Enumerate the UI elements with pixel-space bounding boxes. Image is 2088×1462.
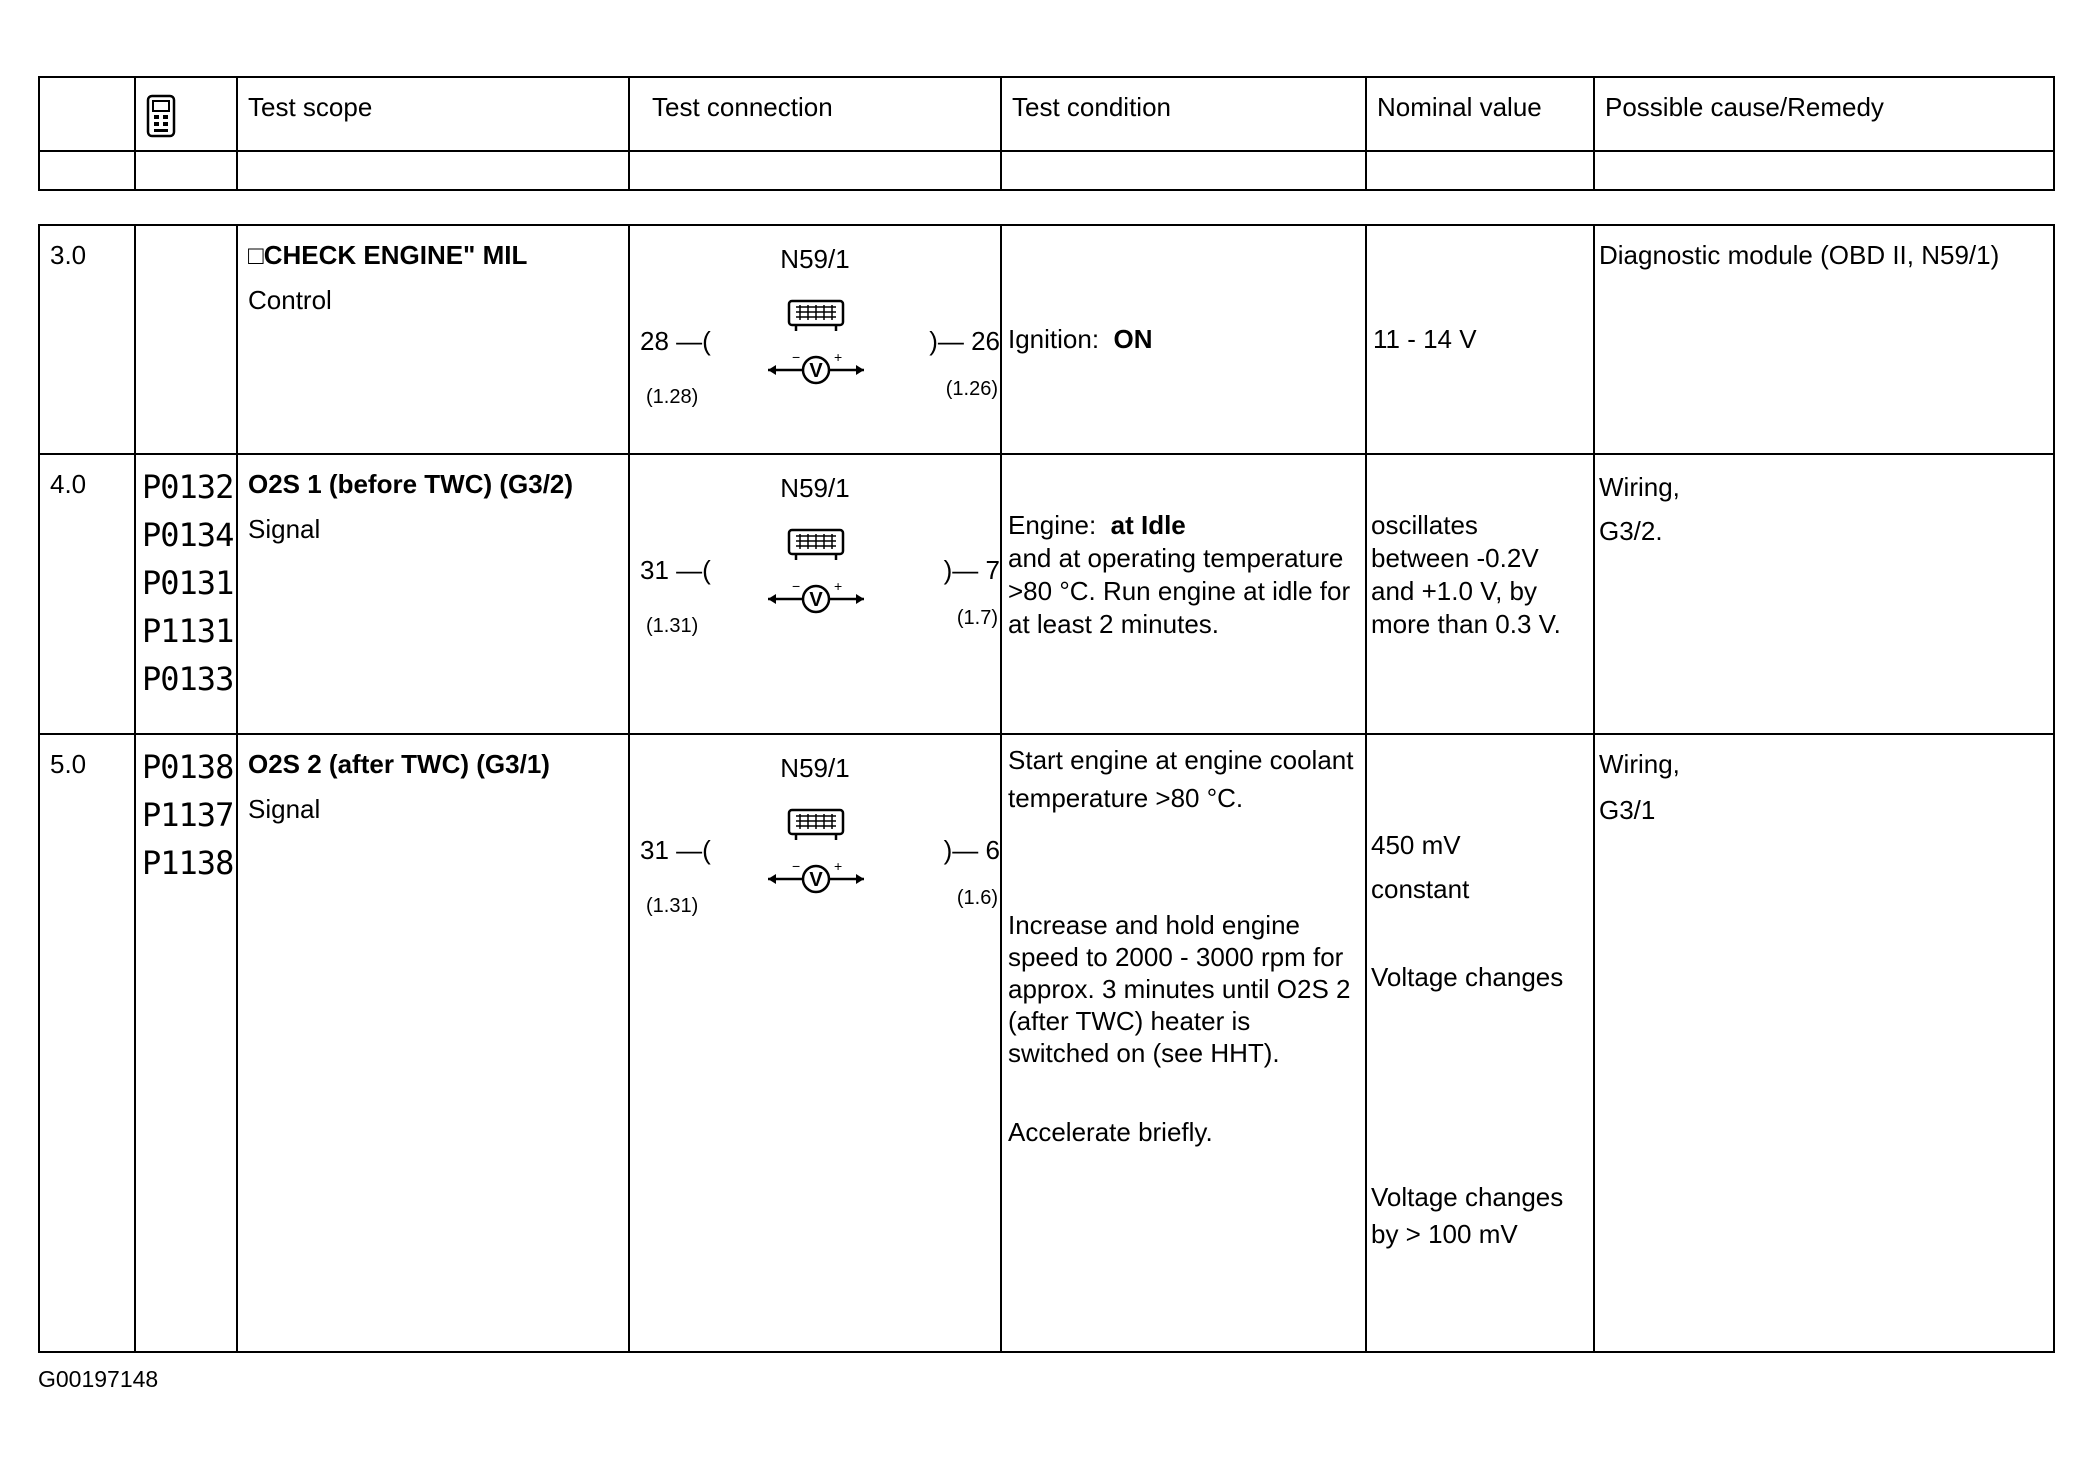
svg-text:V: V [809, 869, 823, 891]
test-table [38, 224, 2055, 1353]
nominal-value-1b: constant [1371, 874, 1470, 904]
right-pin [944, 835, 1000, 866]
connection-cell [629, 454, 1001, 734]
cause-line: G3/1 [1599, 795, 1656, 825]
fault-code: P0132 [142, 468, 234, 506]
header-possible-cause: Possible cause/Remedy [1594, 77, 2054, 151]
step-cell: 3.0 [39, 225, 135, 454]
svg-text:V: V [809, 360, 823, 382]
left-pin-sub: (1.31) [646, 615, 699, 637]
fault-code: P0138 [142, 748, 234, 786]
socket-right-icon: )— [943, 555, 986, 585]
header-test-scope: Test scope [237, 77, 629, 151]
step-cell: 4.0 [39, 454, 135, 734]
cause-cell: Diagnostic module (OBD II, N59/1) [1594, 225, 2054, 454]
cause-cell [1594, 454, 2054, 734]
scope-title: O2S 1 (before TWC) (G3/2) [248, 469, 574, 499]
cause-line: Wiring, [1599, 749, 1680, 779]
scope-subtitle: Signal [248, 794, 321, 824]
table-row [39, 734, 2054, 1352]
cause-line: Wiring, [1599, 472, 1680, 502]
diagnostic-module-icon [786, 527, 846, 563]
condition-value: at Idle [1110, 510, 1186, 540]
right-pin [929, 326, 1000, 357]
left-pin-sub: (1.31) [646, 895, 699, 917]
condition-label: Ignition: [1008, 324, 1100, 354]
right-pin [944, 555, 1000, 586]
scope-title: O2S 2 (after TWC) (G3/1) [248, 749, 550, 779]
codes-cell [135, 454, 237, 734]
socket-left-icon: —( [668, 326, 711, 356]
socket-right-icon: )— [929, 326, 972, 356]
right-pin-number: 6 [985, 835, 1000, 865]
step-cell: 5.0 [39, 734, 135, 1352]
module-label: N59/1 [780, 244, 850, 274]
nominal-value-1: 450 mV [1371, 830, 1461, 860]
condition-cell [1001, 225, 1366, 454]
fault-code: P0131 [142, 564, 234, 602]
left-pin [640, 555, 711, 586]
svg-text:−: − [792, 352, 801, 365]
codes-cell [135, 734, 237, 1352]
module-label: N59/1 [780, 753, 850, 783]
left-pin-number: 31 [640, 555, 669, 585]
connection-cell [629, 734, 1001, 1352]
scope-cell [237, 454, 629, 734]
socket-right-icon: )— [943, 835, 986, 865]
condition-cell [1001, 734, 1366, 1352]
condition-cell [1001, 454, 1366, 734]
fault-code: P1131 [142, 612, 234, 650]
svg-text:V: V [809, 589, 823, 611]
right-pin-sub: (1.7) [956, 607, 998, 629]
left-pin-number: 31 [640, 835, 669, 865]
scope-cell [237, 225, 629, 454]
svg-text:+: + [834, 581, 843, 594]
socket-left-icon: —( [668, 835, 711, 865]
header-step-cell [39, 77, 135, 151]
header-nominal-value: Nominal value [1366, 77, 1594, 151]
left-pin [640, 326, 711, 357]
condition-step-1: Start engine at engine coolant temperature >80 °C. [1008, 745, 1354, 813]
header-blank-cell [237, 151, 629, 190]
nominal-value-2: Voltage changes [1371, 962, 1564, 992]
header-test-connection: Test connection [629, 77, 1001, 151]
table-row [39, 454, 2054, 734]
condition-step-3: Accelerate briefly. [1008, 1117, 1213, 1147]
header-blank-cell [135, 151, 237, 190]
scope-subtitle: Control [248, 285, 332, 315]
header-blank-cell [39, 151, 135, 190]
nominal-value-3: Voltage changes by > 100 mV [1371, 1182, 1564, 1249]
svg-text:−: − [792, 581, 801, 594]
condition-details: and at operating temperature >80 °C. Run engine at idle for at least 2 minutes. [1008, 543, 1351, 639]
svg-text:−: − [792, 861, 801, 874]
cause-cell [1594, 734, 2054, 1352]
fault-code: P1138 [142, 844, 234, 882]
right-pin-number: 7 [985, 555, 1000, 585]
header-blank-cell [629, 151, 1001, 190]
header-blank-cell [1366, 151, 1594, 190]
left-pin [640, 835, 711, 866]
right-pin-number: 26 [971, 326, 1000, 356]
left-pin-sub: (1.28) [646, 386, 699, 408]
scope-title: □CHECK ENGINE" MIL [248, 240, 528, 270]
figure-id: G00197148 [38, 1366, 159, 1392]
diagnostic-module-icon [786, 807, 846, 843]
fault-code: P0133 [142, 660, 234, 698]
condition-step-2: Increase and hold engine speed to 2000 - 3000 rpm for approx. 3 minutes until O2S 2 (after TWC) heater is switched on (see HHT). [1008, 910, 1351, 1068]
condition-label: Engine: [1008, 510, 1097, 540]
nominal-cell: 11 - 14 V [1366, 225, 1594, 454]
connection-cell [629, 225, 1001, 454]
voltmeter-icon [766, 861, 866, 897]
codes-cell [135, 225, 237, 454]
hand-held-tester-icon [144, 94, 180, 143]
voltmeter-icon [766, 352, 866, 388]
svg-text:+: + [834, 861, 843, 874]
header-blank-cell [1001, 151, 1366, 190]
header-test-condition: Test condition [1001, 77, 1366, 151]
scope-subtitle: Signal [248, 514, 321, 544]
table-row [39, 225, 2054, 454]
nominal-cell [1366, 734, 1594, 1352]
nominal-cell: oscillates between -0.2V and +1.0 V, by more than 0.3 V. [1366, 454, 1594, 734]
diagnostic-module-icon [786, 298, 846, 334]
voltmeter-icon [766, 581, 866, 617]
fault-code: P0134 [142, 516, 234, 554]
condition-value: ON [1113, 324, 1153, 354]
socket-left-icon: —( [668, 555, 711, 585]
left-pin-number: 28 [640, 326, 669, 356]
fault-code: P1137 [142, 796, 234, 834]
header-tester-cell [135, 77, 237, 151]
svg-text:+: + [834, 352, 843, 365]
right-pin-sub: (1.26) [945, 378, 998, 400]
header-table [38, 76, 2055, 191]
cause-line: G3/2. [1599, 516, 1663, 546]
module-label: N59/1 [780, 473, 850, 503]
scope-cell [237, 734, 629, 1352]
right-pin-sub: (1.6) [956, 887, 998, 909]
header-blank-cell [1594, 151, 2054, 190]
